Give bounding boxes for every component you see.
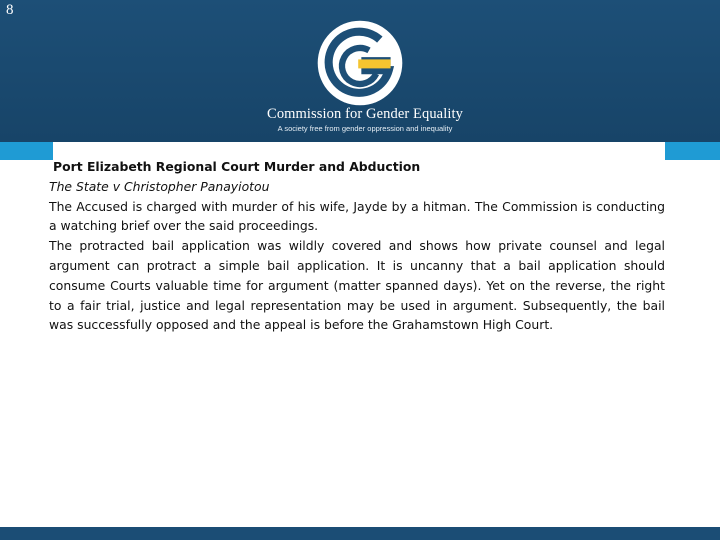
organization-tagline: A society free from gender oppression and inequality [277,124,453,133]
organization-name: Commission for Gender Equality [267,106,463,122]
paragraph-bail: The protracted bail application was wildly covered and shows how private counsel and legal argument can protract a simple bail application. It is uncanny that a bail application should consume Courts valuable time for argument (matter spanned days). Yet on the reverse, the right to a fair trial, justice and legal representation may be used in argument. Subsequently, the bail was successfully opposed and the appeal is before the Grahamstown High Court. [49,238,665,333]
footer-bar [0,527,720,540]
slide-content [49,157,665,335]
case-title: Port Elizabeth Regional Court Murder and Abduction [53,159,421,174]
slide-number: 8 [6,2,14,18]
case-name: The State v Christopher Panayiotou [49,178,270,194]
paragraph-charge: The Accused is charged with murder of his wife, Jayde by a hitman. The Commission is conducting a watching brief over the said proceedings. [49,198,665,234]
cge-logo-icon [315,18,405,108]
